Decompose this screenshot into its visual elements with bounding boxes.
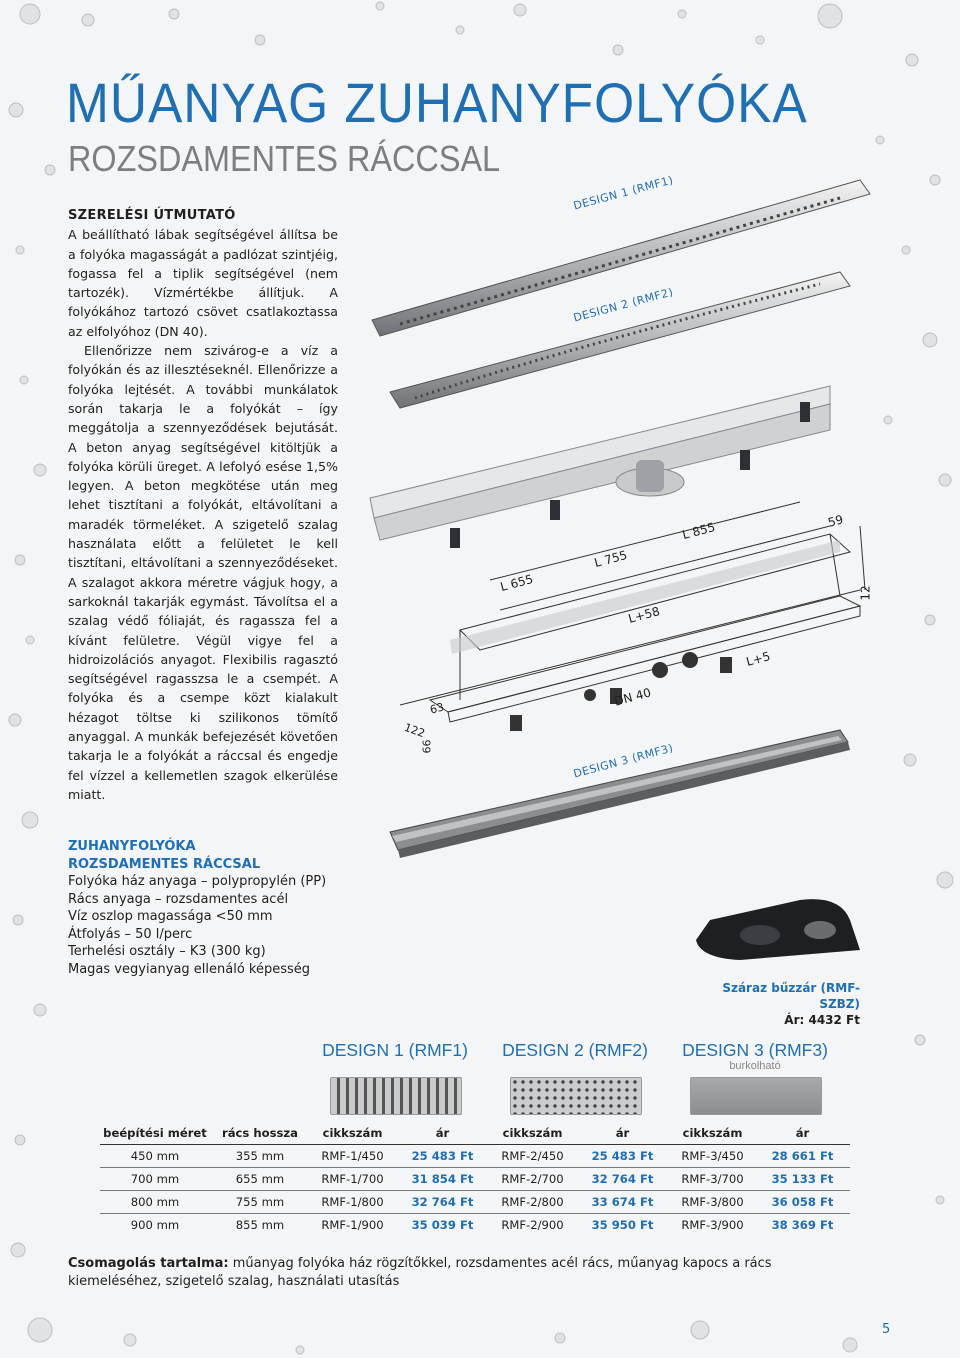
design2-grate: [390, 272, 850, 408]
design-3-title: DESIGN 3 (RMF3): [682, 1040, 828, 1060]
dim-59: 59: [826, 512, 845, 530]
table-cell: RMF-3/800: [670, 1191, 755, 1214]
design-1-header: DESIGN 1 (RMF1): [322, 1040, 468, 1060]
spec-heading-1: ZUHANYFOLYÓKA: [68, 839, 196, 854]
package-contents: [68, 1255, 868, 1291]
accessory-name: Száraz bűzzár (RMF-SZBZ): [722, 981, 860, 1011]
page-subtitle: ROZSDAMENTES RÁCCSAL: [68, 138, 501, 179]
price-cell: 35 950 Ft: [575, 1214, 670, 1237]
spec-line: Magas vegyianyag ellenáló képesség: [68, 961, 311, 977]
installation-heading: SZERELÉSI ÚTMUTATÓ: [68, 208, 236, 223]
dim-dn40: DN 40: [612, 685, 653, 709]
installation-paragraph-1: A beállítható lábak segítségével állítsa be a folyóka magasságát a padlózat szintjéig, fogassa fel a tiplik segítségével (nem tartozék). Vízmértékbe állítjuk. A folyókához tartozó csövet csatlakoztassa az elfolyóhoz (DN 40).: [68, 227, 338, 339]
design-3-swatch: [690, 1077, 822, 1115]
price-cell: 25 483 Ft: [575, 1145, 670, 1168]
spec-heading-2: ROZSDAMENTES RÁCCSAL: [68, 856, 261, 872]
header-cell: rács hossza: [222, 1126, 298, 1140]
dim-63: 63: [428, 700, 446, 717]
spec-line: Folyóka ház anyaga – polypropylén (PP): [68, 874, 327, 889]
dim-66: 66: [420, 739, 434, 754]
package-label: Csomagolás tartalma:: [68, 1256, 229, 1271]
table-row: [100, 1168, 850, 1191]
table-cell: RMF-2/800: [490, 1191, 575, 1214]
design3-and-trap-illustration: [380, 720, 860, 960]
dim-lplus58: L+58: [626, 604, 662, 626]
table-cell: 900 mm: [100, 1214, 210, 1237]
table-cell: RMF-1/700: [310, 1168, 395, 1191]
dim-l755: L 755: [592, 547, 629, 571]
header-cell: ár: [615, 1126, 630, 1140]
design-3-note: burkolható: [729, 1060, 781, 1072]
design-2-swatch: [510, 1077, 642, 1115]
price-cell: 31 854 Ft: [395, 1168, 490, 1191]
header-cell: cikkszám: [322, 1126, 383, 1140]
accessory-price: Ár: 4432 Ft: [784, 1013, 860, 1027]
header-cell: ár: [795, 1126, 810, 1140]
dim-122: 122: [402, 720, 427, 741]
dry-odour-trap: [696, 899, 860, 960]
design2-label: DESIGN 2 (RMF2): [572, 285, 675, 325]
price-cell: 33 674 Ft: [575, 1191, 670, 1214]
table-cell: 655 mm: [210, 1168, 310, 1191]
table-cell: 755 mm: [210, 1191, 310, 1214]
spec-line: Terhelési osztály – K3 (300 kg): [68, 944, 266, 959]
dim-l655: L 655: [498, 571, 535, 595]
header-cell: cikkszám: [682, 1126, 743, 1140]
table-cell: RMF-1/900: [310, 1214, 395, 1237]
table-cell: 450 mm: [100, 1145, 210, 1168]
table-cell: 700 mm: [100, 1168, 210, 1191]
table-cell: 355 mm: [210, 1145, 310, 1168]
specification-block: [68, 838, 326, 978]
table-cell: 800 mm: [100, 1191, 210, 1214]
dim-12: 12: [858, 585, 873, 601]
table-cell: RMF-2/450: [490, 1145, 575, 1168]
price-cell: 38 369 Ft: [755, 1214, 850, 1237]
installation-paragraph-2: Ellenőrizze nem szivárog-e a víz a folyókán és az illesztéseknél. Ellenőrizze a folyóka lejtését. A további munkálatok során takarja le a folyókát – így meggátolja a szennyeződések bejutását. A beton anyag segítségével kitöltjük a folyóka körüli üreget. A lefolyó esése 1,5% legyen. A beton megkötése után meg lehet tisztítani a folyókát, eltávolítani a maradék törmeléket. A szigetelő szalag használata előtt a felületet le kell tisztítani, eltávolítani a szennyeződéseket. A szalagot akkora méretre vágjuk hogy, a sarkoknál takarják egymást. Távolítsa el a szalag védő fóliaját, és ragassza fel a kívánt felületre. Végül vigye fel a hidroizolációs anyagot. Flexibilis ragasztó segítségével ragasszsa le a csempét. A folyóka és a csempe közt kialakult hézagot töltse ki szilikonos tömítő anyaggal. A munkák befejezését követően takarja le a folyókát a ráccsal és engedje fel vízzel a kellemetlen szagok elkerülése miatt.: [68, 343, 338, 802]
design-1-swatch: [330, 1077, 462, 1115]
table-row: [100, 1214, 850, 1237]
table-cell: RMF-1/450: [310, 1145, 395, 1168]
design-2-header: DESIGN 2 (RMF2): [502, 1040, 648, 1060]
dim-l855: L 855: [680, 519, 717, 543]
design-3-header: [670, 1040, 840, 1072]
spec-line: Átfolyás – 50 l/perc: [68, 926, 193, 942]
table-cell: RMF-3/450: [670, 1145, 755, 1168]
price-cell: 32 764 Ft: [395, 1191, 490, 1214]
table-cell: RMF-2/900: [490, 1214, 575, 1237]
table-cell: RMF-2/700: [490, 1168, 575, 1191]
price-cell: 25 483 Ft: [395, 1145, 490, 1168]
table-row: [100, 1145, 850, 1168]
price-cell: 36 058 Ft: [755, 1191, 850, 1214]
package-text: műanyag folyóka ház rögzítőkkel, rozsdamentes acél rács, műanyag kapocs a rács kiemeléséhez, szigetelő szalag, használati utasítás: [68, 1256, 772, 1289]
header-cell: beépítési méret: [103, 1126, 207, 1140]
price-table: [100, 1122, 850, 1236]
spec-line: Víz oszlop magassága <50 mm: [68, 909, 273, 924]
table-row: [100, 1191, 850, 1214]
table-cell: RMF-3/700: [670, 1168, 755, 1191]
design1-grate: [372, 180, 870, 336]
design3-label: DESIGN 3 (RMF3): [572, 741, 675, 781]
spec-line: Rács anyaga – rozsdamentes acél: [68, 891, 289, 907]
page-title: MŰANYAG ZUHANYFOLYÓKA: [66, 71, 808, 134]
table-cell: RMF-3/900: [670, 1214, 755, 1237]
page-number: 5: [882, 1322, 891, 1337]
design1-label: DESIGN 1 (RMF1): [572, 173, 675, 213]
price-table-header: [100, 1122, 850, 1145]
price-cell: 35 133 Ft: [755, 1168, 850, 1191]
table-cell: RMF-1/800: [310, 1191, 395, 1214]
accessory-block: [690, 980, 860, 1028]
header-cell: cikkszám: [502, 1126, 563, 1140]
installation-guide: [68, 206, 338, 804]
price-cell: 32 764 Ft: [575, 1168, 670, 1191]
price-cell: 35 039 Ft: [395, 1214, 490, 1237]
price-cell: 28 661 Ft: [755, 1145, 850, 1168]
header-cell: ár: [435, 1126, 450, 1140]
table-cell: 855 mm: [210, 1214, 310, 1237]
dim-lplus5: L+5: [744, 649, 772, 669]
drain-body: [370, 386, 830, 518]
